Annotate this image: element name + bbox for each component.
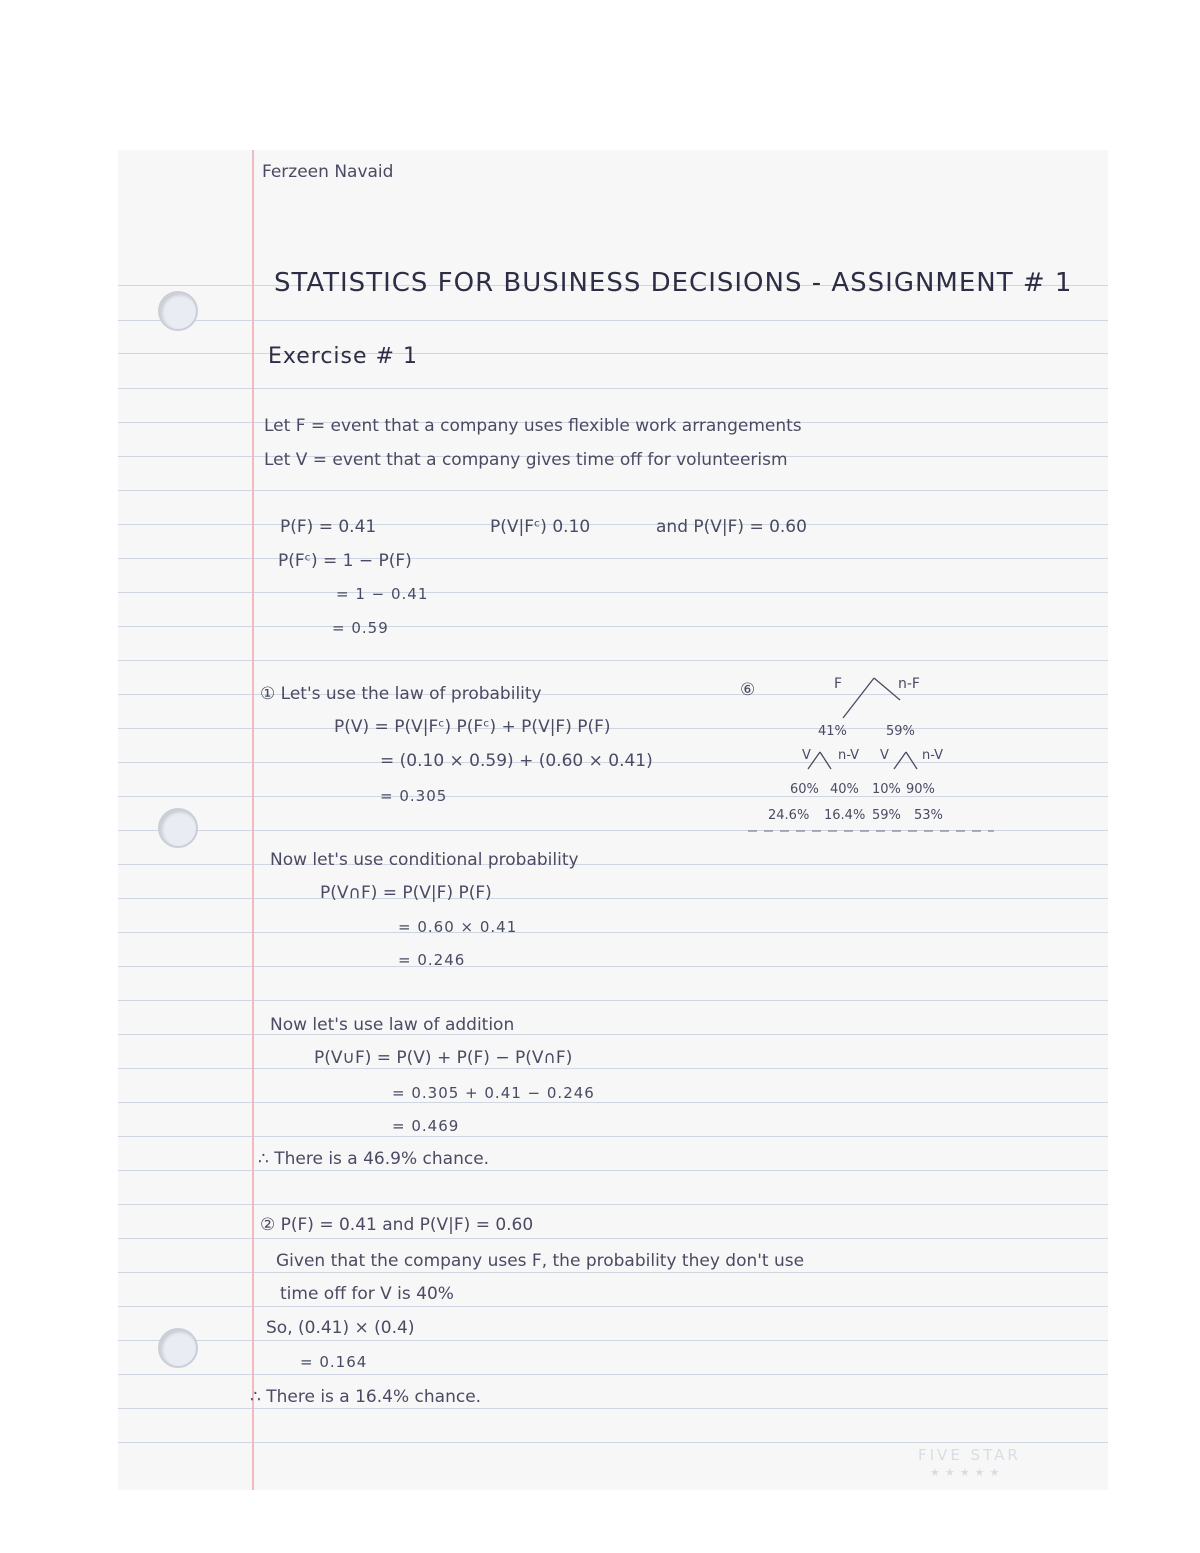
complement-line: = 1 − 0.41 [336,585,429,603]
page-title: STATISTICS FOR BUSINESS DECISIONS - ASSIGNMENT # 1 [274,268,1073,298]
tree-product: 59% [872,808,901,823]
tree-branch-left: 41% [818,724,847,739]
ruled-line [118,1102,1108,1103]
tree-sub-label: n-V [838,748,860,763]
conditional-line: P(V∩F) = P(V|F) P(F) [320,883,492,903]
ruled-line [118,966,1108,967]
ruled-line [118,1204,1108,1205]
tree-sub-label: V [880,748,889,763]
part-b-line: = 0.164 [300,1353,368,1371]
conditional-line: = 0.60 × 0.41 [398,918,518,936]
ruled-line [118,1340,1108,1341]
part-a-line: = (0.10 × 0.59) + (0.60 × 0.41) [380,751,653,771]
ruled-line [118,1238,1108,1239]
ruled-line [118,1442,1108,1443]
tree-top-left: F [834,676,843,692]
ruled-line [118,932,1108,933]
part-b-label: ② P(F) = 0.41 and P(V|F) = 0.60 [260,1215,534,1235]
tree-sub-label: V [802,748,811,763]
conditional-line: = 0.246 [398,951,466,969]
part-a-line: P(V) = P(V|Fᶜ) P(Fᶜ) + P(V|F) P(F) [334,717,611,737]
addition-line: = 0.469 [392,1117,460,1135]
part-a-label: ① Let's use the law of probability [260,684,542,704]
tree-percent: 40% [830,782,859,797]
ruled-line [118,1306,1108,1307]
addition-line: = 0.305 + 0.41 − 0.246 [392,1084,595,1102]
tree-top-right: n-F [898,676,920,692]
part-b-line: So, (0.41) × (0.4) [266,1318,415,1338]
addition-line: P(V∪F) = P(V) + P(F) − P(V∩F) [314,1048,573,1068]
complement-line: P(Fᶜ) = 1 − P(F) [278,551,412,571]
part-a-conclusion: ∴ There is a 46.9% chance. [258,1149,490,1169]
ruled-line [118,1408,1108,1409]
part-b-conclusion: ∴ There is a 16.4% chance. [250,1387,482,1407]
part-a-line: = 0.305 [380,787,448,805]
probability-tree-lines [118,150,1108,850]
tree-product: 16.4% [824,808,866,823]
ruled-line [118,1272,1108,1273]
brand-stars: ★★★★★ [930,1466,1005,1479]
exercise-heading: Exercise # 1 [268,344,418,369]
ruled-line [118,1000,1108,1001]
notebook-page [118,150,1108,1490]
given-pv-given-f: and P(V|F) = 0.60 [656,517,807,537]
ruled-line [118,864,1108,865]
binder-hole [158,1328,198,1368]
brand-name: FIVE STAR [918,1446,1021,1464]
conditional-intro: Now let's use conditional probability [270,850,579,870]
tree-percent: 60% [790,782,819,797]
ruled-line [118,1374,1108,1375]
tree-label: ⑥ [740,680,756,700]
definition-v: Let V = event that a company gives time off for volunteerism [264,450,788,470]
part-b-line: time off for V is 40% [280,1284,454,1304]
part-b-line: Given that the company uses F, the probability they don't use [276,1251,805,1271]
ruled-line [118,898,1108,899]
ruled-line [118,1068,1108,1069]
complement-line: = 0.59 [332,619,389,637]
author-name: Ferzeen Navaid [262,162,394,182]
tree-product: 24.6% [768,808,810,823]
given-pf: P(F) = 0.41 [280,517,377,537]
ruled-line [118,1034,1108,1035]
definition-f: Let F = event that a company uses flexible work arrangements [264,416,802,436]
tree-product: 53% [914,808,943,823]
ruled-line [118,1170,1108,1171]
tree-branch-right: 59% [886,724,915,739]
ruled-line [118,1136,1108,1137]
given-pv-given-fc: P(V|Fᶜ) 0.10 [490,517,591,537]
tree-percent: 90% [906,782,935,797]
tree-sub-label: n-V [922,748,944,763]
tree-percent: 10% [872,782,901,797]
addition-intro: Now let's use law of addition [270,1015,515,1035]
